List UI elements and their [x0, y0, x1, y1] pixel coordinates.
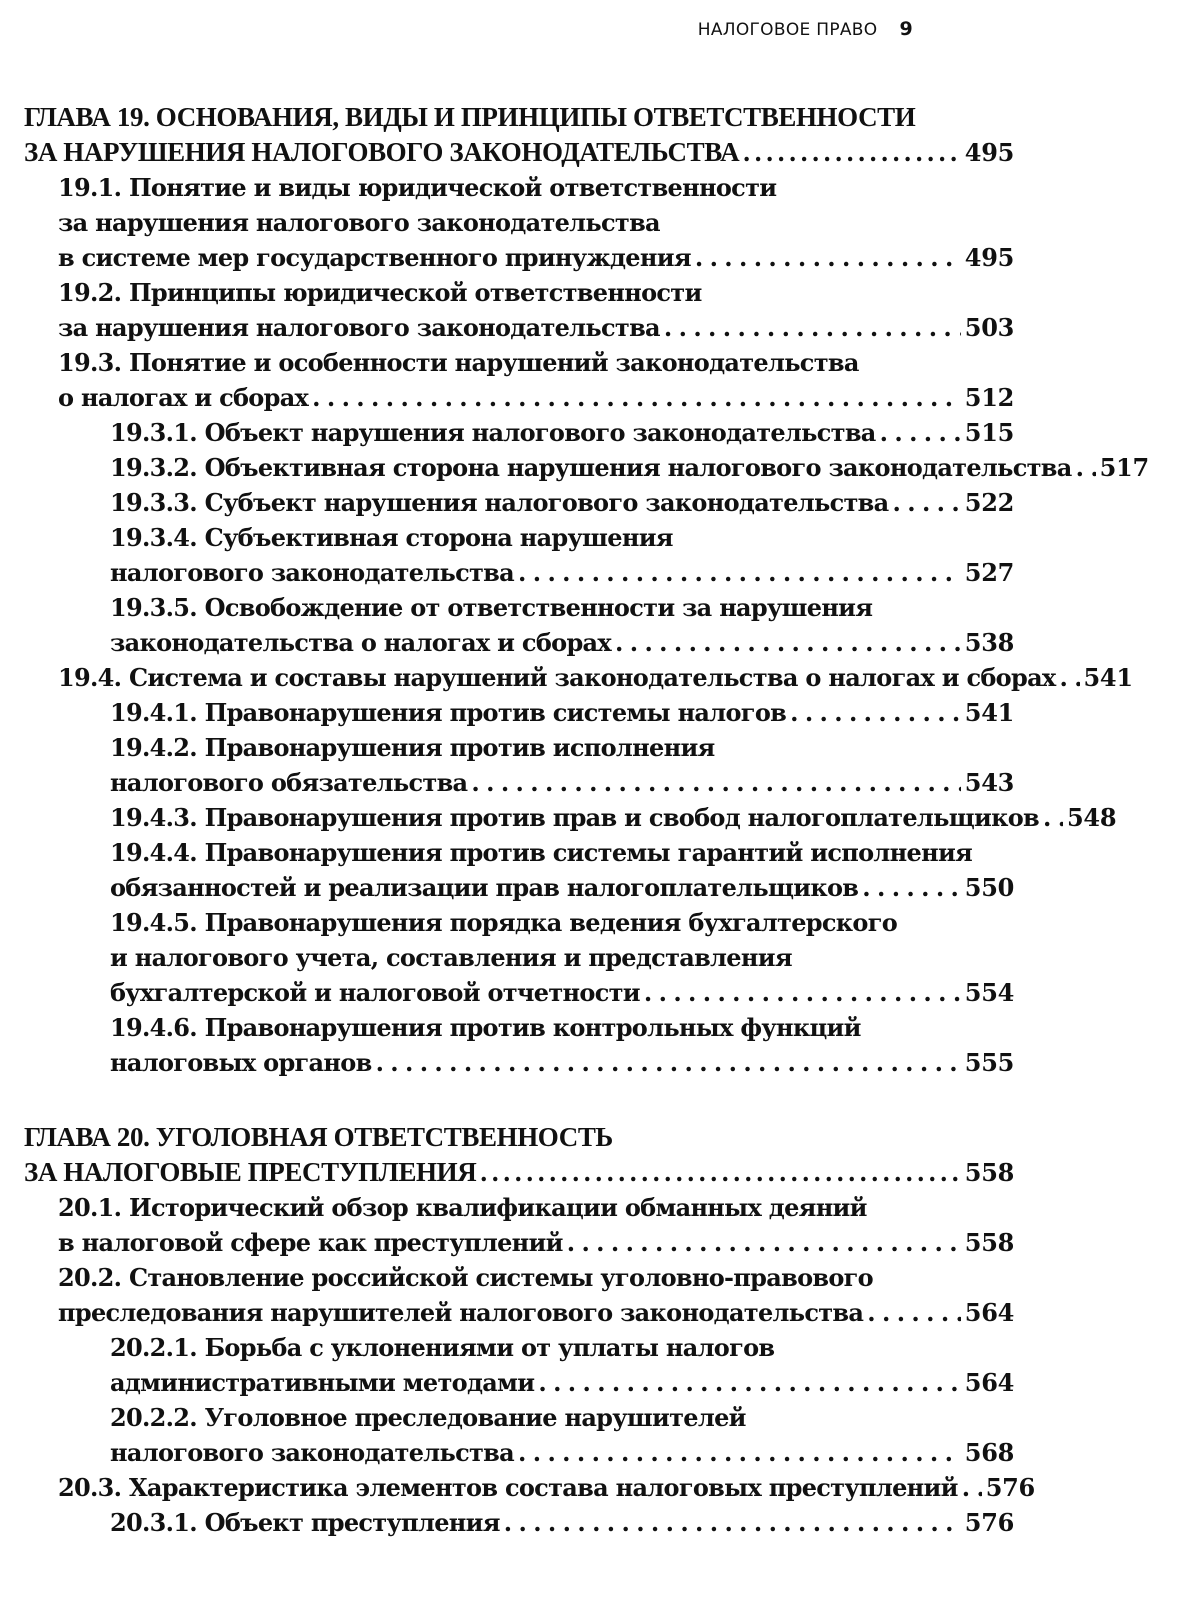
toc-entry-title-line: 19.3.1. Объект нарушения налогового законодательства — [110, 418, 876, 447]
toc-entry-title-line: налогового законодательства — [110, 1438, 515, 1467]
toc-entry-last-line — [110, 1045, 1014, 1080]
toc-entry-last-line — [110, 765, 1014, 800]
toc-entry-last-line — [110, 1505, 1014, 1540]
toc-entry-title-line: 19.4.3. Правонарушения против прав и свобод налогоплательщиков — [110, 803, 1040, 832]
toc-page-number: 555 — [964, 1048, 1014, 1077]
toc-section-entry — [24, 1190, 1014, 1260]
toc-page-number: 576 — [964, 1508, 1014, 1537]
toc-entry-title-line: о налогах и сборах — [58, 383, 309, 412]
toc-entry-title-line: 19.4.1. Правонарушения против системы налогов — [110, 698, 787, 727]
dot-leader — [518, 1435, 961, 1470]
toc-section-entry — [24, 1260, 1014, 1330]
toc-entry-last-line — [110, 555, 1014, 590]
toc-page-number: 564 — [964, 1298, 1014, 1327]
toc-page-number: 554 — [964, 978, 1014, 1007]
toc-page-number: 543 — [964, 768, 1014, 797]
toc-entry-title-line: 20.2.1. Борьба с уклонениями от уплаты налогов — [110, 1333, 775, 1362]
toc-entry-title-line: 20.3.1. Объект преступления — [110, 1508, 500, 1537]
toc-entry-last-line — [58, 240, 1014, 275]
toc-entry-title-line: законодательства о налогах и сборах — [110, 628, 612, 657]
toc-section-entry — [24, 415, 1014, 450]
dot-leader — [743, 135, 961, 170]
toc-entry-title-line: ГЛАВА 20. УГОЛОВНАЯ ОТВЕТСТВЕННОСТЬ — [24, 1122, 613, 1152]
toc-entry-last-line — [110, 695, 1014, 730]
toc-entry-title-line: 20.2. Становление российской системы уголовно-правового — [58, 1263, 873, 1292]
toc-entry-title-line: 19.4.5. Правонарушения порядка ведения бухгалтерского — [110, 908, 898, 937]
dot-leader — [567, 1225, 961, 1260]
toc-chapter-entry — [24, 1120, 1014, 1190]
toc-section-entry — [24, 800, 1117, 835]
toc-entry-title-line: 19.4.2. Правонарушения против исполнения — [110, 733, 715, 762]
toc-entry-title-line: 20.3. Характеристика элементов состава налоговых преступлений — [58, 1473, 958, 1502]
toc-entry-last-line — [110, 415, 1014, 450]
toc-entry-title-line: 19.3.2. Объективная сторона нарушения налогового законодательства — [110, 453, 1072, 482]
toc-page-number: 541 — [1083, 663, 1133, 692]
toc-entry-title-line: обязанностей и реализации прав налогоплательщиков — [110, 873, 859, 902]
toc-page-number: 515 — [964, 418, 1014, 447]
toc-page-number: 538 — [964, 628, 1014, 657]
toc-page-number: 564 — [964, 1368, 1014, 1397]
toc-section-entry — [24, 1400, 1014, 1470]
toc-entry-last-line — [58, 660, 1133, 695]
toc-entry-last-line — [110, 450, 1149, 485]
toc-chapter-entry — [24, 100, 1014, 170]
running-title: НАЛОГОВОЕ ПРАВО — [697, 20, 878, 40]
dot-leader — [615, 625, 961, 660]
toc-section-entry — [24, 170, 1014, 275]
dot-leader — [376, 1045, 961, 1080]
dot-leader — [644, 975, 961, 1010]
toc-entry-title-line: бухгалтерской и налоговой отчетности — [110, 978, 640, 1007]
toc-entry-title-line: 19.4.6. Правонарушения против контрольных функций — [110, 1013, 861, 1042]
toc-entry-last-line — [110, 870, 1014, 905]
toc-entry-title-line: в системе мер государственного принуждения — [58, 243, 691, 272]
toc-entry-title-line: 19.2. Принципы юридической ответственности — [58, 278, 702, 307]
toc-section-entry — [24, 1505, 1014, 1540]
toc-entry-title-line: ЗА НАРУШЕНИЯ НАЛОГОВОГО ЗАКОНОДАТЕЛЬСТВА — [24, 137, 740, 167]
dot-leader — [1060, 660, 1080, 695]
toc-page-number: 568 — [964, 1438, 1014, 1467]
dot-leader — [790, 695, 961, 730]
dot-leader — [862, 870, 961, 905]
dot-leader — [695, 240, 961, 275]
toc-entry-title-line: за нарушения налогового законодательства — [58, 313, 660, 342]
dot-leader — [867, 1295, 961, 1330]
toc-section-entry — [24, 345, 1014, 415]
toc-entry-title-line: за нарушения налогового законодательства — [58, 208, 660, 237]
toc-section-entry — [24, 1470, 1035, 1505]
toc-page-number: 550 — [964, 873, 1014, 902]
toc-entry-title-line: 19.4. Система и составы нарушений законодательства о налогах и сборах — [58, 663, 1056, 692]
toc-page-number: 548 — [1067, 803, 1117, 832]
toc-entry-title-line: 20.2.2. Уголовное преследование нарушителей — [110, 1403, 746, 1432]
toc-entry-last-line — [58, 1470, 1035, 1505]
toc-section-entry — [24, 1010, 1014, 1080]
dot-leader — [880, 415, 961, 450]
toc-entry-title-line: преследования нарушителей налогового законодательства — [58, 1298, 864, 1327]
toc-entry-last-line — [58, 1225, 1014, 1260]
toc-section-entry — [24, 660, 1133, 695]
toc-entry-last-line — [110, 975, 1014, 1010]
toc-entry-title-line: 20.1. Исторический обзор квалификации обманных деяний — [58, 1193, 867, 1222]
toc-section-entry — [24, 835, 1014, 905]
toc-page-number: 522 — [964, 488, 1014, 517]
toc-entry-last-line — [58, 310, 1014, 345]
table-of-contents-chapter-20 — [24, 1120, 1035, 1540]
toc-entry-last-line — [58, 1295, 1014, 1330]
toc-entry-last-line — [110, 1435, 1014, 1470]
dot-leader — [504, 1505, 961, 1540]
toc-page-number: 576 — [985, 1473, 1035, 1502]
toc-page-number: 558 — [964, 1158, 1014, 1187]
toc-page-number: 527 — [964, 558, 1014, 587]
toc-entry-title-line: в налоговой сфере как преступлений — [58, 1228, 563, 1257]
toc-entry-title-line: 19.3.5. Освобождение от ответственности за нарушения — [110, 593, 873, 622]
toc-section-entry — [24, 695, 1014, 730]
toc-entry-last-line — [110, 485, 1014, 520]
running-head — [698, 18, 913, 40]
toc-section-entry — [24, 590, 1014, 660]
toc-entry-title-line: ЗА НАЛОГОВЫЕ ПРЕСТУПЛЕНИЯ — [24, 1157, 477, 1187]
dot-leader — [480, 1155, 960, 1190]
toc-entry-last-line — [24, 1155, 1014, 1190]
toc-entry-title-line: 19.1. Понятие и виды юридической ответственности — [58, 173, 777, 202]
toc-page-number: 541 — [964, 698, 1014, 727]
toc-entry-title-line: 19.3.3. Субъект нарушения налогового законодательства — [110, 488, 889, 517]
toc-section-entry — [24, 520, 1014, 590]
toc-entry-title-line: налогового обязательства — [110, 768, 468, 797]
toc-entry-title-line: 19.3.4. Субъективная сторона нарушения — [110, 523, 673, 552]
toc-section-entry — [24, 730, 1014, 800]
toc-section-entry — [24, 450, 1149, 485]
dot-leader — [518, 555, 961, 590]
dot-leader — [538, 1365, 960, 1400]
toc-entry-title-line: ГЛАВА 19. ОСНОВАНИЯ, ВИДЫ И ПРИНЦИПЫ ОТВЕТСТВЕННОСТИ — [24, 102, 916, 132]
toc-page-number: 558 — [964, 1228, 1014, 1257]
toc-entry-title-line: налоговых органов — [110, 1048, 372, 1077]
toc-section-entry — [24, 905, 1014, 1010]
toc-page-number: 503 — [964, 313, 1014, 342]
toc-page-number: 512 — [964, 383, 1014, 412]
page-number: 9 — [899, 18, 913, 40]
toc-entry-last-line — [58, 380, 1014, 415]
toc-page-number: 495 — [964, 138, 1014, 167]
toc-entry-last-line — [110, 625, 1014, 660]
dot-leader — [893, 485, 961, 520]
dot-leader — [312, 380, 961, 415]
dot-leader — [471, 765, 960, 800]
dot-leader — [962, 1470, 982, 1505]
dot-leader — [664, 310, 961, 345]
dot-leader — [1076, 450, 1096, 485]
toc-page-number: 517 — [1099, 453, 1149, 482]
toc-entry-last-line — [24, 135, 1014, 170]
toc-section-entry — [24, 1330, 1014, 1400]
toc-entry-title-line: 19.3. Понятие и особенности нарушений законодательства — [58, 348, 859, 377]
toc-section-entry — [24, 485, 1014, 520]
table-of-contents-chapter-19 — [24, 100, 1149, 1080]
toc-entry-last-line — [110, 800, 1117, 835]
toc-entry-title-line: налогового законодательства — [110, 558, 515, 587]
toc-entry-title-line: административными методами — [110, 1368, 535, 1397]
toc-section-entry — [24, 275, 1014, 345]
dot-leader — [1043, 800, 1063, 835]
toc-entry-title-line: и налогового учета, составления и представления — [110, 943, 792, 972]
toc-entry-title-line: 19.4.4. Правонарушения против системы гарантий исполнения — [110, 838, 973, 867]
toc-entry-last-line — [110, 1365, 1014, 1400]
toc-page-number: 495 — [964, 243, 1014, 272]
